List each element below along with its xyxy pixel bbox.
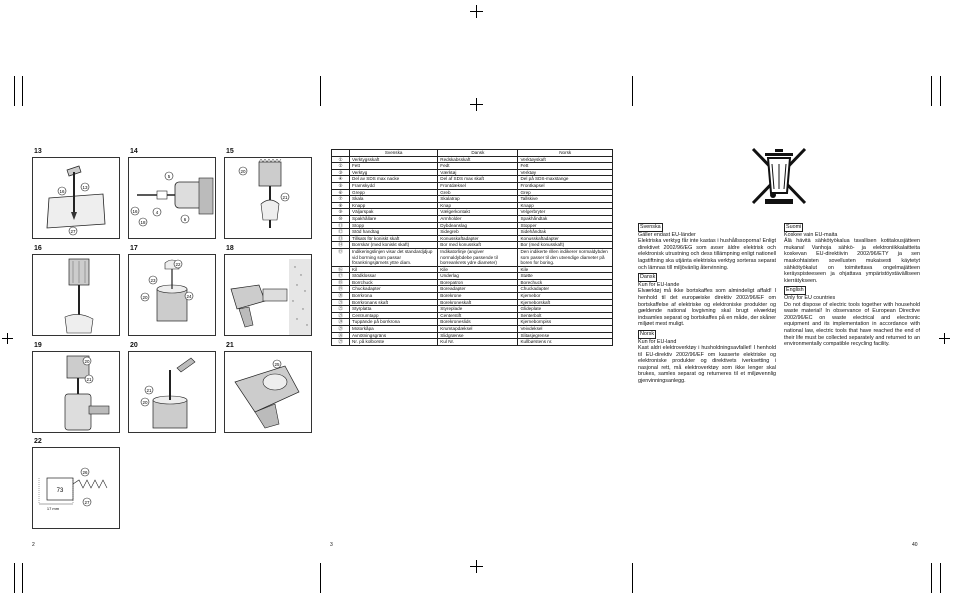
table-cell-no: Tallskive bbox=[518, 196, 613, 203]
brush-number-text: 73 bbox=[56, 488, 64, 494]
table-cell-da: Styreplade bbox=[438, 306, 518, 313]
table-cell-da: Del af SDS max skaft bbox=[438, 176, 518, 183]
callout-text: 13 bbox=[82, 185, 88, 190]
table-cell-da: Skalatrap bbox=[438, 196, 518, 203]
language-heading: Suomi bbox=[786, 224, 802, 230]
table-cell-n: ⑥ bbox=[332, 189, 350, 196]
table-cell-no: Kjernebor bbox=[518, 293, 613, 300]
section-title: Koskee vain EU-maita bbox=[784, 231, 838, 238]
callout-text: 16 bbox=[132, 209, 138, 214]
table-cell-n: ① bbox=[332, 156, 350, 163]
table-row bbox=[332, 222, 613, 229]
figure-number: 14 bbox=[130, 148, 138, 155]
crop-mark bbox=[931, 563, 932, 593]
table-cell-sv: Verktygsskaft bbox=[350, 156, 438, 163]
table-cell-sv: Indikeringslinjen visar det standardjdjup vid borrning som passar förankringsjärnets yttre diam. bbox=[350, 248, 438, 266]
table-cell-n: ⑩ bbox=[332, 215, 350, 222]
callout-text: 20 bbox=[142, 295, 148, 300]
table-row bbox=[332, 293, 613, 300]
callout-text: 20 bbox=[142, 400, 148, 405]
page-number-left: 2 bbox=[32, 542, 35, 548]
table-cell-no: Verktøy bbox=[518, 169, 613, 176]
table-cell-da: Bor med konusskaft bbox=[438, 242, 518, 249]
table-row bbox=[332, 312, 613, 319]
table-cell-no: Støtte bbox=[518, 273, 613, 280]
dimension-text: 17 mm bbox=[46, 506, 60, 511]
crank-cover-illustration bbox=[225, 352, 311, 432]
table-cell-no: Kjerneborskaft bbox=[518, 299, 613, 306]
table-cell-no: Verktøyskaft bbox=[518, 156, 613, 163]
table-cell-n: ⑮ bbox=[332, 248, 350, 266]
table-cell-n: ⑲ bbox=[332, 286, 350, 293]
parts-table bbox=[331, 149, 613, 346]
callout-text: 16 bbox=[59, 189, 65, 194]
table-cell-sv: Grepp bbox=[350, 189, 438, 196]
table-cell-no: Chuckadapter bbox=[518, 286, 613, 293]
disposal-text-left bbox=[638, 221, 776, 385]
callout-text: 20 bbox=[84, 359, 90, 364]
table-cell-sv: Knapp bbox=[350, 202, 438, 209]
figure-number: 17 bbox=[130, 245, 138, 252]
language-heading: Svenska bbox=[640, 224, 661, 230]
section-body: Elektriska verktyg får inte kastas i hushållssoporna! Enligt direktivet 2002/96/EG som avser äldre elektrisk och elektronisk utrustning och dess tillämpning enligt nationell lagstiftning ska utjänta elektriska verktyg sorteras separat och lämnas till miljövänlig återvinning. bbox=[638, 238, 776, 271]
table-cell-da: Boreadapter bbox=[438, 286, 518, 293]
callout-text: 27 bbox=[70, 229, 76, 234]
core-bit-assembly-illustration bbox=[225, 158, 311, 238]
table-cell-no: Frontkapsel bbox=[518, 182, 613, 189]
table-cell-no: Grep bbox=[518, 189, 613, 196]
table-cell-da: Konusskaftadapter bbox=[438, 235, 518, 242]
table-cell-n: ㉗ bbox=[332, 339, 350, 346]
callout-text: 27 bbox=[84, 500, 90, 505]
table-cell-no: Sidehåndtak bbox=[518, 229, 613, 236]
crop-mark bbox=[940, 76, 941, 106]
crop-mark bbox=[632, 76, 633, 106]
table-cell-sv: Stopp bbox=[350, 222, 438, 229]
crop-mark bbox=[470, 566, 483, 567]
table-cell-da: Fedt bbox=[438, 163, 518, 170]
table-cell-n: ⑪ bbox=[332, 222, 350, 229]
table-cell-n: ⑱ bbox=[332, 279, 350, 286]
table-row bbox=[332, 182, 613, 189]
center-pin-illustration bbox=[129, 255, 215, 335]
crop-mark bbox=[470, 11, 483, 12]
table-cell-da: Borekroneskaft bbox=[438, 299, 518, 306]
table-cell-sv: Centrumtapp bbox=[350, 312, 438, 319]
callout-text: 20 bbox=[240, 169, 246, 174]
table-cell-no: Stopper bbox=[518, 222, 613, 229]
table-cell-da: Kile bbox=[438, 266, 518, 273]
table-row bbox=[332, 339, 613, 346]
figure-16 bbox=[32, 245, 120, 335]
table-cell-n: ⑦ bbox=[332, 196, 350, 203]
table-cell-n: ③ bbox=[332, 169, 350, 176]
table-cell-da: Underlag bbox=[438, 273, 518, 280]
language-heading: Norsk bbox=[640, 330, 655, 337]
table-cell-sv: Verktyg bbox=[350, 169, 438, 176]
callout-text: 24 bbox=[186, 294, 192, 299]
table-row bbox=[332, 169, 613, 176]
figure-number: 22 bbox=[34, 438, 42, 445]
table-cell-sv: Motorkåpa bbox=[350, 326, 438, 333]
table-cell-no: Borechuck bbox=[518, 279, 613, 286]
table-cell-n: ㉒ bbox=[332, 306, 350, 313]
figure-22 bbox=[32, 438, 120, 528]
page-number-middle: 3 bbox=[330, 542, 333, 548]
section-body: Do not dispose of electric tools together with household waste material! In observance of European Directive 2002/96/EC on waste electrical and electronic equipment and its implementation in accordance with national law, electric tools that have reached the end of their life must be collected separately and returned to an environmentally compatible recycling facility. bbox=[784, 301, 920, 348]
table-row bbox=[332, 209, 613, 216]
table-cell-n: ㉕ bbox=[332, 326, 350, 333]
figure-13 bbox=[32, 148, 120, 238]
table-cell-sv: Nr. på kolborste bbox=[350, 339, 438, 346]
callout-text: 4 bbox=[155, 210, 159, 215]
hammer-release-illustration bbox=[129, 352, 215, 432]
table-cell-da: Krumtapdæksel bbox=[438, 326, 518, 333]
table-cell-sv: Borrskär (med koniskt skaft) bbox=[350, 242, 438, 249]
table-cell-n: ⑧ bbox=[332, 202, 350, 209]
table-cell-n: ㉓ bbox=[332, 312, 350, 319]
column-header: Svenska bbox=[350, 150, 438, 157]
section-body: Elværktøj må ikke bortskaffes som almindeligt affald! I henhold til det europæiske direktiv 2002/96/EF om bortskaffelse af elektriske og elektroniske produkter og gældende national lovgivning skal brugt elværktøj indsamles separat og bortskaffes på en måde, der skåner miljøet mest muligt. bbox=[638, 288, 776, 328]
table-cell-da: Centerstift bbox=[438, 312, 518, 319]
tool-insertion-illustration bbox=[129, 158, 215, 238]
table-cell-sv: Chuckadapter bbox=[350, 286, 438, 293]
table-cell-sv: Fett bbox=[350, 163, 438, 170]
section-title: Kun for EU-lande bbox=[638, 281, 680, 288]
table-cell-da: Vælgerkontakt bbox=[438, 209, 518, 216]
table-cell-da: Kul Nr. bbox=[438, 339, 518, 346]
figure-number: 21 bbox=[226, 342, 234, 349]
table-cell-da: Indikatorlinje (angiver normaldybdebe passende til borreankrets ydre diameter) bbox=[438, 248, 518, 266]
table-cell-sv: Styrplatta bbox=[350, 306, 438, 313]
table-cell-da: Redskabsskaft bbox=[438, 156, 518, 163]
section-title: Gäller endast EU-länder bbox=[638, 231, 696, 238]
callout-text: 21 bbox=[86, 377, 92, 382]
table-cell-n: ⑬ bbox=[332, 235, 350, 242]
table-cell-no: Spakhåndtak bbox=[518, 215, 613, 222]
table-cell-no: Kile bbox=[518, 266, 613, 273]
table-cell-da: Frontdæksel bbox=[438, 182, 518, 189]
table-cell-n: ⑳ bbox=[332, 293, 350, 300]
language-heading: English bbox=[786, 287, 804, 294]
table-cell-da: Slidgrænse bbox=[438, 332, 518, 339]
table-cell-no: Fett bbox=[518, 163, 613, 170]
table-cell-da: Knap bbox=[438, 202, 518, 209]
table-cell-da: Sidegreb bbox=[438, 229, 518, 236]
table-cell-n: ② bbox=[332, 163, 350, 170]
table-cell-n: ⑤ bbox=[332, 182, 350, 189]
table-row bbox=[332, 286, 613, 293]
table-cell-n: ⑭ bbox=[332, 242, 350, 249]
table-row bbox=[332, 332, 613, 339]
table-row bbox=[332, 242, 613, 249]
table-cell-n: ⑯ bbox=[332, 266, 350, 273]
crop-mark bbox=[931, 76, 932, 106]
section-title: Kun for EU-land bbox=[638, 338, 677, 345]
table-header-row bbox=[332, 150, 613, 157]
figure-14 bbox=[128, 148, 216, 238]
table-cell-sv: Borrkronans skaft bbox=[350, 299, 438, 306]
figure-number: 13 bbox=[34, 148, 42, 155]
figure-17 bbox=[128, 245, 216, 335]
chisel-wedge-illustration bbox=[33, 158, 119, 238]
figure-20 bbox=[128, 342, 216, 432]
crop-mark bbox=[320, 563, 321, 593]
callout-text: 6 bbox=[183, 217, 187, 222]
drilling-into-wall-illustration bbox=[225, 255, 311, 335]
callout-text: 21 bbox=[282, 195, 288, 200]
table-cell-sv: Borrchuck bbox=[350, 279, 438, 286]
table-row bbox=[332, 235, 613, 242]
table-cell-sv: Del av SDS max nacke bbox=[350, 176, 438, 183]
table-cell-no: Senterbolt bbox=[518, 312, 613, 319]
table-cell-no: Bor (med konusskaft) bbox=[518, 242, 613, 249]
figure-18 bbox=[224, 245, 312, 335]
table-cell-no: Veivdeksel bbox=[518, 326, 613, 333]
carbon-brush-illustration bbox=[33, 448, 119, 528]
table-cell-da: Greb bbox=[438, 189, 518, 196]
disposal-text-right bbox=[784, 221, 920, 348]
figure-number: 16 bbox=[34, 245, 42, 252]
crop-mark bbox=[470, 104, 483, 105]
section-body: Kast aldri elektroverktøy i husholdningsavfallet! I henhold til EU-direktiv 2002/96/EF om kasserte elektriske og elektroniske produkter og direktivets iverksetting i nasjonal rett, må elektroverktøy som ikke lenger skal brukes, samles separat og returneres til et miljøvennlig gjenvinningsanlegg. bbox=[638, 345, 776, 385]
table-row bbox=[332, 202, 613, 209]
table-cell-da: Armholder bbox=[438, 215, 518, 222]
table-row bbox=[332, 273, 613, 280]
page-number-right: 40 bbox=[912, 542, 918, 548]
table-row bbox=[332, 176, 613, 183]
figure-number: 18 bbox=[226, 245, 234, 252]
table-cell-sv: Stödklossar bbox=[350, 273, 438, 280]
figure-19 bbox=[32, 342, 120, 432]
table-row bbox=[332, 196, 613, 203]
callout-text: 21 bbox=[146, 388, 152, 393]
table-row bbox=[332, 266, 613, 273]
table-cell-da: Værktøj bbox=[438, 169, 518, 176]
table-cell-n: ④ bbox=[332, 176, 350, 183]
figure-number: 19 bbox=[34, 342, 42, 349]
core-bit-on-drill-illustration bbox=[33, 352, 119, 432]
table-cell-da: Borepatron bbox=[438, 279, 518, 286]
section-body: Älä hävitä sähkötyökalua tavallisen kotitalousjätteen mukana! Vanhoja sähkö- ja elektroniikkalaitteita koskevan EU-direktiivin 2002/96/ETY ja sen maskohtaisten sovellusten mukaisesti käytetyt sähkötyökalut on toimitettava ongelmajätteen keräyspisteeseen ja ohjattava ympäristöystävälliseen kierrätykseen. bbox=[784, 238, 920, 284]
figure-21 bbox=[224, 342, 312, 432]
table-cell-no: Kullbørstens nr. bbox=[518, 339, 613, 346]
language-heading: Dansk bbox=[640, 274, 656, 281]
table-row bbox=[332, 189, 613, 196]
callout-text: 26 bbox=[82, 470, 88, 475]
table-cell-no: Slitasjegrense bbox=[518, 332, 613, 339]
crop-mark bbox=[14, 76, 15, 106]
core-bit-hand-illustration bbox=[33, 255, 119, 335]
table-cell-no: Kjernebornpiss bbox=[518, 319, 613, 326]
table-cell-sv: Skala bbox=[350, 196, 438, 203]
table-cell-sv: Kil bbox=[350, 266, 438, 273]
callout-text: 5 bbox=[167, 174, 171, 179]
table-cell-no: Del på SDS-maxstange bbox=[518, 176, 613, 183]
table-cell-n: ㉖ bbox=[332, 332, 350, 339]
crop-mark bbox=[22, 563, 23, 593]
table-cell-sv: Borrkrona bbox=[350, 293, 438, 300]
crop-mark bbox=[22, 76, 23, 106]
figure-number: 15 bbox=[226, 148, 234, 155]
table-cell-no: Den indikerte rillen indikerer normaldybden som passer til den utvendige diameter på boren for boring. bbox=[518, 248, 613, 266]
crossed-out-bin-icon bbox=[749, 145, 809, 207]
column-header: Norsk bbox=[518, 150, 613, 157]
crop-mark bbox=[940, 563, 941, 593]
table-cell-no: Knapp bbox=[518, 202, 613, 209]
table-row bbox=[332, 156, 613, 163]
table-cell-sv: Tuppände på borrkrona bbox=[350, 319, 438, 326]
table-cell-da: Borekroneslids bbox=[438, 319, 518, 326]
callout-text: 23 bbox=[150, 278, 156, 283]
table-cell-n: ⑫ bbox=[332, 229, 350, 236]
crop-mark bbox=[632, 563, 633, 593]
table-row bbox=[332, 299, 613, 306]
table-cell-n: ㉔ bbox=[332, 319, 350, 326]
crop-mark bbox=[14, 563, 15, 593]
table-cell-n: ⑨ bbox=[332, 209, 350, 216]
table-cell-da: Dybdeanslag bbox=[438, 222, 518, 229]
table-row bbox=[332, 215, 613, 222]
table-cell-da: Borekrone bbox=[438, 293, 518, 300]
figure-15 bbox=[224, 148, 312, 238]
section-title: Only for EU countries bbox=[784, 294, 836, 301]
table-cell-sv: Stöd handtag bbox=[350, 229, 438, 236]
table-row bbox=[332, 326, 613, 333]
table-row bbox=[332, 279, 613, 286]
callout-text: 18 bbox=[140, 220, 146, 225]
crop-mark bbox=[320, 76, 321, 106]
table-row bbox=[332, 306, 613, 313]
table-row bbox=[332, 248, 613, 266]
table-row bbox=[332, 229, 613, 236]
callout-text: 25 bbox=[274, 362, 280, 367]
table-cell-sv: Tillsats för koniskt skaft bbox=[350, 235, 438, 242]
table-row bbox=[332, 163, 613, 170]
column-header: Dansk bbox=[438, 150, 518, 157]
crop-mark bbox=[939, 338, 950, 339]
table-cell-no: Glideplate bbox=[518, 306, 613, 313]
table-cell-no: Konusskaftadapter bbox=[518, 235, 613, 242]
crop-mark bbox=[2, 338, 13, 339]
table-cell-n: ⑰ bbox=[332, 273, 350, 280]
callout-text: 22 bbox=[175, 262, 181, 267]
table-cell-no: Velgerbryter bbox=[518, 209, 613, 216]
table-cell-n: ㉑ bbox=[332, 299, 350, 306]
table-cell-sv: Väljarspak bbox=[350, 209, 438, 216]
table-row bbox=[332, 319, 613, 326]
figure-number: 20 bbox=[130, 342, 138, 349]
table-cell-sv: Spakhållare bbox=[350, 215, 438, 222]
table-cell-sv: Framskydd bbox=[350, 182, 438, 189]
table-cell-sv: Avnötningsgräns bbox=[350, 332, 438, 339]
